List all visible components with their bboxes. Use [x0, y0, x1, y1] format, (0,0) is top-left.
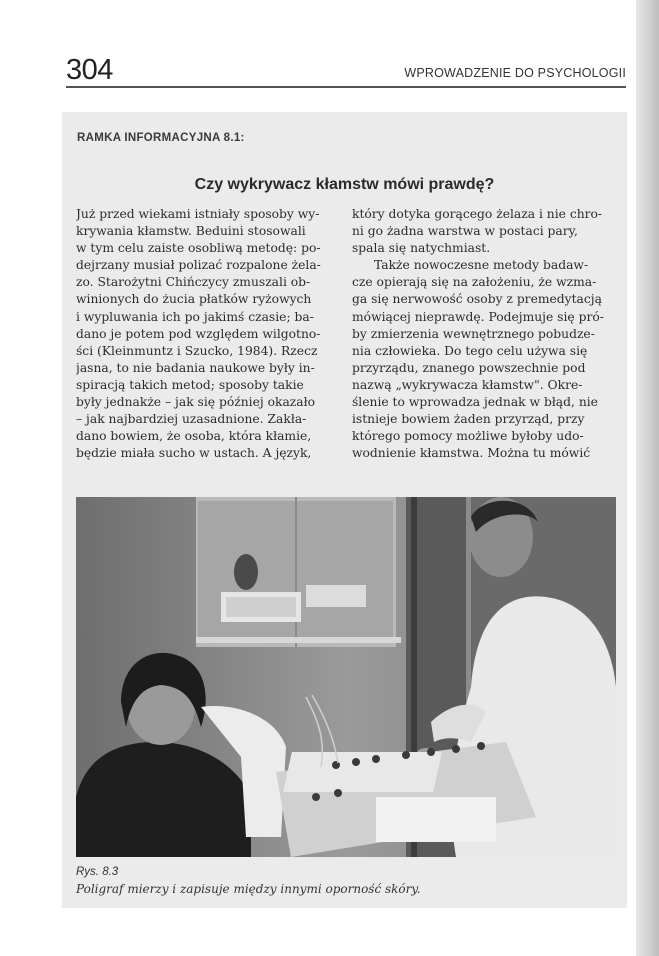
- text-line: – jak najbardziej uzasadnione. Zakła-: [76, 412, 307, 427]
- text-line: nia człowieka. Do tego celu używa się: [352, 343, 588, 358]
- text-line: w tym celu zaiste osobliwą metodę: po-: [76, 241, 321, 256]
- text-line: nazwą „wykrywacza kłamstw". Okre-: [352, 377, 583, 392]
- page-number: 304: [66, 54, 113, 86]
- text-line: spala się natychmiast.: [352, 241, 491, 256]
- text-line: krywania kłamstw. Beduini stosowali: [76, 224, 306, 239]
- figure-number: Rys. 8.3: [76, 866, 119, 878]
- figure-caption-text: Poligraf mierzy i zapisuje między innymi oporność skóry.: [76, 882, 421, 896]
- text-line: jasna, to nie badania naukowe były in-: [76, 360, 315, 375]
- left-column: [76, 206, 334, 462]
- text-line: Już przed wiekami istniały sposoby wy-: [76, 207, 320, 221]
- page-edge-shadow: [636, 0, 659, 956]
- header-rule: [66, 86, 626, 88]
- text-line: który dotyka gorącego żelaza i nie chro-: [352, 207, 603, 221]
- text-line: będzie miała sucho w ustach. A język,: [76, 446, 312, 461]
- right-column: [352, 206, 610, 462]
- text-line: by zmierzenia wewnętrznego pobudze-: [352, 326, 595, 341]
- box-label: RAMKA INFORMACYJNA 8.1:: [77, 132, 245, 144]
- text-line: Także nowoczesne metody badaw-: [374, 258, 589, 273]
- info-box: [62, 112, 627, 908]
- text-line: ga się nerwowość osoby z premedytacją: [352, 292, 602, 307]
- text-line: dejrzany musiał polizać rozpalone żela-: [76, 258, 321, 273]
- page-header: [66, 48, 626, 88]
- text-line: i wypluwania ich po jakimś czasie; ba-: [76, 309, 314, 324]
- text-line: mówiącej nieprawdę. Podejmuje się pró-: [352, 309, 604, 324]
- text-line: zo. Starożytni Chińczycy zmuszali ob-: [76, 275, 311, 290]
- polygraph-photo: [76, 497, 616, 857]
- text-line: ni go żadna warstwa w postaci pary,: [352, 224, 578, 239]
- text-line: dano je potem pod względem wilgotno-: [76, 326, 321, 341]
- text-line: ści (Kleinmuntz i Szucko, 1984). Rzecz: [76, 343, 318, 358]
- text-line: ślenie to wprowadza jednak w błąd, nie: [352, 395, 598, 410]
- text-line: którego pomocy możliwe byłoby udo-: [352, 429, 584, 444]
- text-line: przyrządu, znanego powszechnie pod: [352, 360, 586, 375]
- text-line: spiracją takich metod; sposoby takie: [76, 377, 304, 392]
- text-line: winionych do żucia płatków ryżowych: [76, 292, 312, 307]
- figure-caption: [76, 864, 616, 898]
- text-line: dano bowiem, że osoba, która kłamie,: [76, 429, 312, 444]
- text-line: cze opierają się na założeniu, że wzma-: [352, 275, 597, 290]
- text-line: istnieje bowiem żaden przyrząd, przy: [352, 412, 585, 427]
- text-line: wodnienie kłamstwa. Można tu mówić: [352, 446, 591, 461]
- running-head: WPROWADZENIE DO PSYCHOLOGII: [404, 66, 626, 80]
- box-title: Czy wykrywacz kłamstw mówi prawdę?: [194, 176, 495, 193]
- text-line: były jednakże – jak się później okazało: [76, 395, 315, 410]
